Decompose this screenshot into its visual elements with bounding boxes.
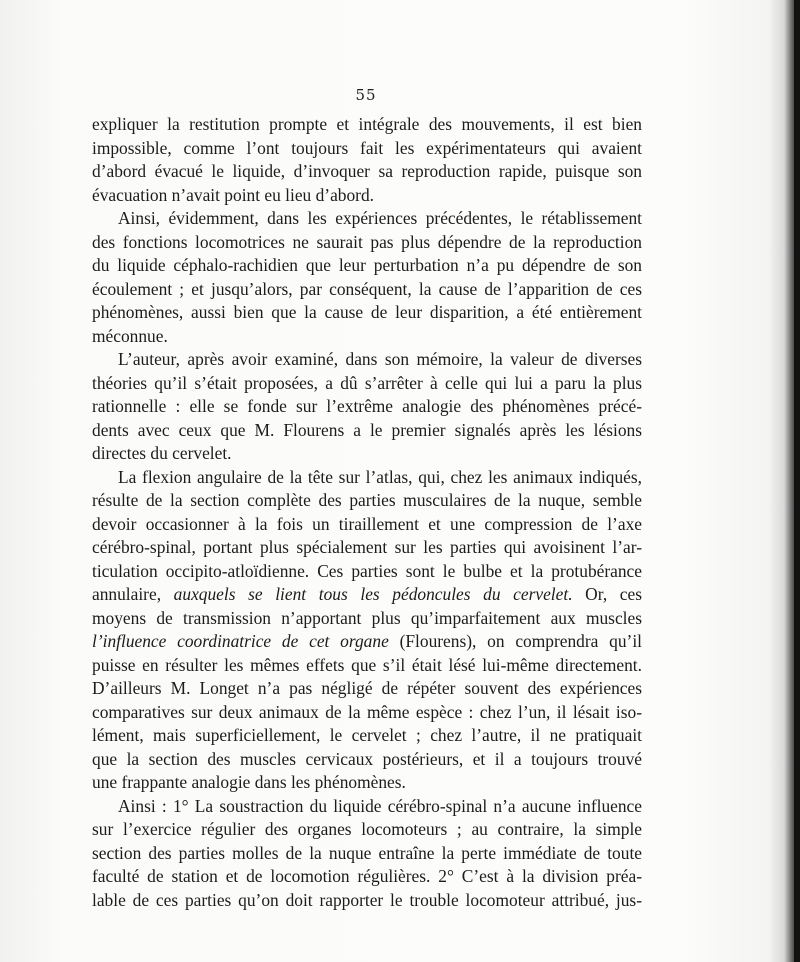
text-line-italic: [92, 583, 642, 607]
paragraph-1: [92, 113, 642, 207]
text-line: d’abord évacué le liquide, d’invoquer sa reproduction rapide, puisque son: [92, 161, 642, 181]
text-span: Or, ces: [572, 584, 642, 604]
text-line: comparatives sur deux animaux de la même espèce : chez l’un, il lésait iso-: [92, 701, 642, 722]
text-line: expliquer la restitution prompte et intégrale des mouvements, il est bien: [92, 114, 642, 134]
text-line: L’auteur, après avoir examiné, dans son mémoire, la valeur de diverses: [118, 349, 642, 369]
italic-phrase: auxquels se lient tous les pédoncules du cervelet.: [173, 584, 573, 604]
text-line: sur l’exercice régulier des organes locomoteurs ; au contraire, la simple: [92, 819, 642, 839]
text-line: dents avec ceux que M. Flourens a le premier signalés après les lésions: [92, 419, 642, 440]
paragraph-2: [92, 207, 642, 348]
text-line: résulte de la section complète des parties musculaires de la nuque, semble: [92, 490, 642, 510]
italic-phrase: l’influence coordinatrice de cet organe: [92, 631, 389, 651]
paragraph-5: [92, 795, 642, 913]
text-line: écoulement ; et jusqu’alors, par conséquent, la cause de l’apparition de ces: [92, 278, 642, 299]
text-span: (Flourens), on comprendra qu’il: [388, 631, 642, 651]
paragraph-4: [92, 466, 642, 795]
text-line: ticulation occipito-atloïdienne. Ces parties sont le bulbe et la protubérance: [92, 560, 642, 581]
text-line: section des parties molles de la nuque entraîne la perte immédiate de toute: [92, 842, 642, 863]
text-line: théories qu’il s’était proposées, a dû s’arrêter à celle qui lui a paru la plus: [92, 372, 642, 393]
text-line: que la section des muscles cervicaux postérieurs, et il a toujours trouvé: [92, 748, 642, 769]
text-span: annulaire,: [92, 584, 174, 604]
body-text: [92, 113, 642, 912]
paragraph-3: [92, 348, 642, 466]
text-line: rationnelle : elle se fonde sur l’extrême analogie des phénomènes précé-: [92, 396, 642, 416]
text-line: Ainsi : 1° La soustraction du liquide cérébro-spinal n’a aucune influence: [118, 795, 642, 816]
text-line: cérébro-spinal, portant plus spécialement sur les parties qui avoisinent l’ar-: [92, 537, 642, 557]
page-edge-shadow: [794, 0, 800, 962]
text-line: impossible, comme l’ont toujours fait les expérimentateurs qui avaient: [92, 137, 642, 158]
text-line: moyens de transmission n’apportant plus qu’imparfaitement aux muscles: [92, 607, 642, 628]
text-line: lément, mais superficiellement, le cervelet ; chez l’autre, il ne pratiquait: [92, 725, 642, 745]
text-line: évacuation n’avait point eu lieu d’abord.: [92, 184, 375, 205]
text-line: lable de ces parties qu’on doit rapporter le trouble locomoteur attribué, jus-: [92, 889, 642, 910]
text-line: méconnue.: [92, 325, 168, 346]
text-line: une frappante analogie dans les phénomènes.: [92, 772, 406, 792]
text-line: devoir occasionner à la fois un tiraillement et une compression de l’axe: [92, 513, 642, 534]
text-line: La flexion angulaire de la tête sur l’atlas, qui, chez les animaux indiqués,: [118, 466, 642, 487]
text-line: des fonctions locomotrices ne saurait pas plus dépendre de la reproduction: [92, 231, 642, 252]
text-line: puisse en résulter les mêmes effets que s’il était lésé lui-même directement.: [92, 654, 642, 675]
text-line: directes du cervelet.: [92, 443, 232, 463]
text-line: faculté de station et de locomotion régulières. 2° C’est à la division préa-: [92, 866, 642, 886]
text-line: D’ailleurs M. Longet n’a pas négligé de répéter souvent des expériences: [92, 678, 642, 698]
text-line: Ainsi, évidemment, dans les expériences précédentes, le rétablissement: [118, 208, 642, 228]
text-line: phénomènes, aussi bien que la cause de leur disparition, a été entièrement: [92, 302, 642, 322]
text-line-italic: [92, 630, 642, 654]
text-line: du liquide céphalo-rachidien que leur perturbation n’a pu dépendre de son: [92, 255, 642, 275]
page-number: 55: [355, 86, 377, 104]
